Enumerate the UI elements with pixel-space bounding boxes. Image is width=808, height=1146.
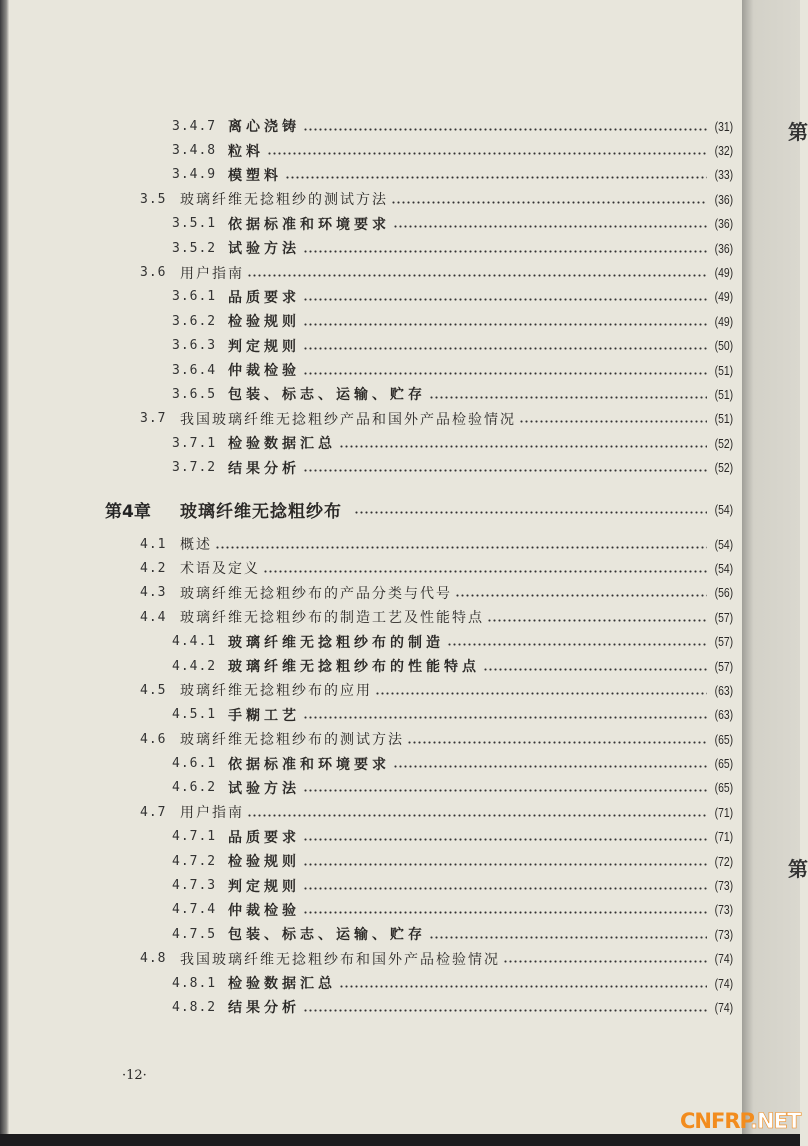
page-ref: (36): [714, 216, 733, 232]
dot-leader: [354, 511, 707, 514]
page-ref: (65): [714, 780, 733, 796]
page-ref: (57): [714, 609, 733, 625]
section-title: 检验规则: [228, 854, 300, 871]
toc-entry: [0, 236, 800, 260]
section-number: 3.5.1: [172, 216, 217, 232]
section-title: 结果分析: [228, 1000, 300, 1017]
page-ref: (72): [714, 853, 733, 869]
page-ref: (51): [714, 362, 733, 378]
toc-entry: [0, 455, 800, 479]
section-title: 粒料: [228, 143, 264, 160]
section-number: 3.4.7: [172, 118, 217, 134]
toc-entry: [0, 654, 800, 678]
dot-leader: [339, 985, 707, 988]
page-ref: (71): [714, 829, 733, 845]
section-number: 3.5: [140, 191, 167, 207]
page-ref: (63): [714, 707, 733, 723]
section-number: 4.4.1: [172, 634, 217, 650]
toc-entry: [0, 163, 800, 187]
toc-entry: [0, 407, 800, 431]
section-number: 4.7: [140, 804, 167, 820]
section-number: 第4章: [105, 502, 151, 523]
section-title: 玻璃纤维无捻粗纱布的性能特点: [228, 659, 480, 675]
section-number: 3.6.3: [172, 338, 217, 354]
section-title: 我国玻璃纤维无捻粗纱产品和国外产品检验情况: [180, 411, 516, 428]
section-title: 我国玻璃纤维无捻粗纱布和国外产品检验情况: [180, 951, 500, 968]
page-ref: (51): [714, 386, 733, 402]
section-number: 3.7: [140, 411, 167, 427]
dot-leader: [503, 960, 707, 963]
page-ref: (52): [714, 435, 733, 451]
toc-entry: [0, 629, 800, 653]
section-number: 4.4.2: [172, 658, 217, 674]
page-ref: (33): [714, 167, 733, 183]
section-title: 试验方法: [228, 780, 300, 797]
page-ref: (73): [714, 926, 733, 942]
section-number: 4.1: [140, 536, 167, 552]
dot-leader: [391, 201, 707, 204]
section-title: 检验数据汇总: [228, 976, 336, 993]
section-number: 4.6.2: [172, 780, 217, 796]
dot-leader: [303, 716, 707, 719]
section-title: 判定规则: [228, 878, 300, 895]
section-title: 玻璃纤维无捻粗纱布的制造: [228, 634, 444, 651]
section-title: 玻璃纤维无捻粗纱的测试方法: [180, 192, 388, 209]
section-title: 模塑料: [228, 167, 282, 184]
dot-leader: [303, 789, 707, 792]
section-number: 3.7.2: [172, 460, 217, 476]
dot-leader: [519, 420, 707, 423]
section-title: 检验数据汇总: [228, 436, 336, 453]
facing-page-fragment: 第: [788, 120, 808, 144]
section-title: 玻璃纤维无捻粗纱布: [180, 502, 342, 523]
toc-entry: [0, 849, 800, 873]
section-number: 4.7.1: [172, 829, 217, 845]
dot-leader: [339, 445, 707, 448]
toc-entry: [0, 898, 800, 922]
section-title: 仲裁检验: [228, 902, 300, 919]
section-title: 试验方法: [228, 241, 300, 258]
page-ref: (57): [714, 658, 733, 674]
section-title: 品质要求: [228, 289, 300, 306]
section-number: 4.7.5: [172, 926, 217, 942]
dot-leader: [487, 619, 707, 622]
dot-leader: [303, 838, 707, 841]
dot-leader: [483, 668, 707, 671]
page-ref: (52): [714, 460, 733, 476]
toc-entry: [0, 605, 800, 629]
page-ref: (49): [714, 313, 733, 329]
dot-leader: [267, 152, 707, 155]
page-ref: (31): [714, 118, 733, 134]
section-number: 3.6: [140, 265, 167, 281]
section-title: 结果分析: [228, 460, 300, 477]
page-ref: (54): [714, 502, 733, 518]
page-ref: (65): [714, 731, 733, 747]
page-ref: (36): [714, 240, 733, 256]
section-title: 用户指南: [180, 805, 244, 822]
toc-entry: [0, 260, 800, 284]
section-number: 3.6.2: [172, 313, 217, 329]
toc-entry: [0, 556, 800, 580]
toc-entry: [0, 358, 800, 382]
section-number: 4.3: [140, 585, 167, 601]
dot-leader: [263, 570, 707, 573]
dot-leader: [247, 814, 707, 817]
section-title: 依据标准和环境要求: [228, 756, 390, 773]
toc-entry: [0, 922, 800, 946]
toc-entry: [0, 727, 800, 751]
section-title: 玻璃纤维无捻粗纱布的制造工艺及性能特点: [180, 610, 484, 627]
section-number: 3.6.1: [172, 289, 217, 305]
page-ref: (49): [714, 289, 733, 305]
page-ref: (54): [714, 560, 733, 576]
section-number: 3.4.8: [172, 143, 217, 159]
dot-leader: [247, 274, 707, 277]
section-title: 品质要求: [228, 829, 300, 846]
dot-leader: [429, 396, 707, 399]
toc-entry: [0, 873, 800, 897]
toc-entry: [0, 431, 800, 455]
page-ref: (74): [714, 975, 733, 991]
dot-leader: [303, 372, 707, 375]
section-title: 概述: [180, 537, 212, 554]
toc-entry: [0, 678, 800, 702]
section-title: 手糊工艺: [228, 707, 300, 724]
section-number: 3.4.9: [172, 167, 217, 183]
section-title: 仲裁检验: [228, 363, 300, 380]
section-title: 玻璃纤维无捻粗纱布的产品分类与代号: [180, 585, 452, 602]
page-ref: (57): [714, 634, 733, 650]
section-number: 4.7.3: [172, 878, 217, 894]
section-number: 4.7.2: [172, 853, 217, 869]
dot-leader: [393, 225, 707, 228]
toc-chapter-entry: [0, 498, 800, 522]
section-number: 3.5.2: [172, 240, 217, 256]
page-ref: (74): [714, 999, 733, 1015]
page-ref: (50): [714, 338, 733, 354]
toc-entry: [0, 971, 800, 995]
toc-entry: [0, 382, 800, 406]
page-ref: (63): [714, 682, 733, 698]
facing-page-fragment: 第: [788, 857, 808, 881]
page-ref: (71): [714, 804, 733, 820]
section-number: 4.5: [140, 682, 167, 698]
section-title: 玻璃纤维无捻粗纱布的应用: [180, 683, 372, 700]
toc-entry: [0, 800, 800, 824]
toc-entry: [0, 212, 800, 236]
dot-leader: [303, 863, 707, 866]
section-number: 4.8: [140, 951, 167, 967]
section-title: 依据标准和环境要求: [228, 216, 390, 233]
section-title: 包装、标志、运输、贮存: [228, 927, 426, 944]
dot-leader: [303, 323, 707, 326]
section-number: 4.5.1: [172, 707, 217, 723]
dot-leader: [303, 298, 707, 301]
section-number: 4.8.2: [172, 999, 217, 1015]
dot-leader: [393, 765, 707, 768]
dot-leader: [303, 128, 707, 131]
section-title: 判定规则: [228, 338, 300, 355]
toc-entry: [0, 703, 800, 727]
section-number: 3.6.4: [172, 362, 217, 378]
watermark-logo: CNFRP.NET: [680, 1109, 801, 1133]
section-number: 4.7.4: [172, 902, 217, 918]
dot-leader: [303, 347, 707, 350]
page-ref: (65): [714, 756, 733, 772]
toc-entry: [0, 309, 800, 333]
section-title: 检验规则: [228, 314, 300, 331]
toc-entry: [0, 334, 800, 358]
dot-leader: [303, 1009, 707, 1012]
section-title: 用户指南: [180, 265, 244, 282]
toc-entry: [0, 825, 800, 849]
page-ref: (73): [714, 902, 733, 918]
section-title: 离心浇铸: [228, 119, 300, 136]
page-number: ·12·: [122, 1068, 147, 1083]
toc-entry: [0, 995, 800, 1019]
page-ref: (51): [714, 411, 733, 427]
dot-leader: [303, 887, 707, 890]
dot-leader: [303, 911, 707, 914]
page-ref: (32): [714, 143, 733, 159]
toc-entry: [0, 187, 800, 211]
dot-leader: [375, 692, 707, 695]
page-ref: (49): [714, 265, 733, 281]
toc-entry: [0, 581, 800, 605]
section-number: 3.7.1: [172, 435, 217, 451]
section-number: 3.6.5: [172, 386, 217, 402]
section-title: 玻璃纤维无捻粗纱布的测试方法: [180, 732, 404, 749]
section-number: 4.2: [140, 560, 167, 576]
page-ref: (36): [714, 191, 733, 207]
dot-leader: [303, 469, 707, 472]
toc-entry: [0, 285, 800, 309]
dot-leader: [407, 741, 707, 744]
scan-border: [0, 1134, 800, 1146]
dot-leader: [429, 936, 707, 939]
toc-entry: [0, 776, 800, 800]
section-title: 包装、标志、运输、贮存: [228, 387, 426, 404]
page-ref: (73): [714, 878, 733, 894]
table-of-contents: [0, 114, 800, 1020]
dot-leader: [447, 643, 707, 646]
toc-entry: [0, 532, 800, 556]
dot-leader: [455, 594, 707, 597]
toc-entry: [0, 947, 800, 971]
section-number: 4.6: [140, 731, 167, 747]
dot-leader: [215, 546, 707, 549]
toc-entry: [0, 114, 800, 138]
section-number: 4.4: [140, 609, 167, 625]
page-ref: (56): [714, 585, 733, 601]
section-title: 术语及定义: [180, 561, 260, 578]
dot-leader: [303, 250, 707, 253]
section-number: 4.6.1: [172, 756, 217, 772]
section-number: 4.8.1: [172, 975, 217, 991]
toc-entry: [0, 138, 800, 162]
dot-leader: [285, 176, 707, 179]
page-ref: (74): [714, 951, 733, 967]
toc-entry: [0, 751, 800, 775]
page-ref: (54): [714, 536, 733, 552]
